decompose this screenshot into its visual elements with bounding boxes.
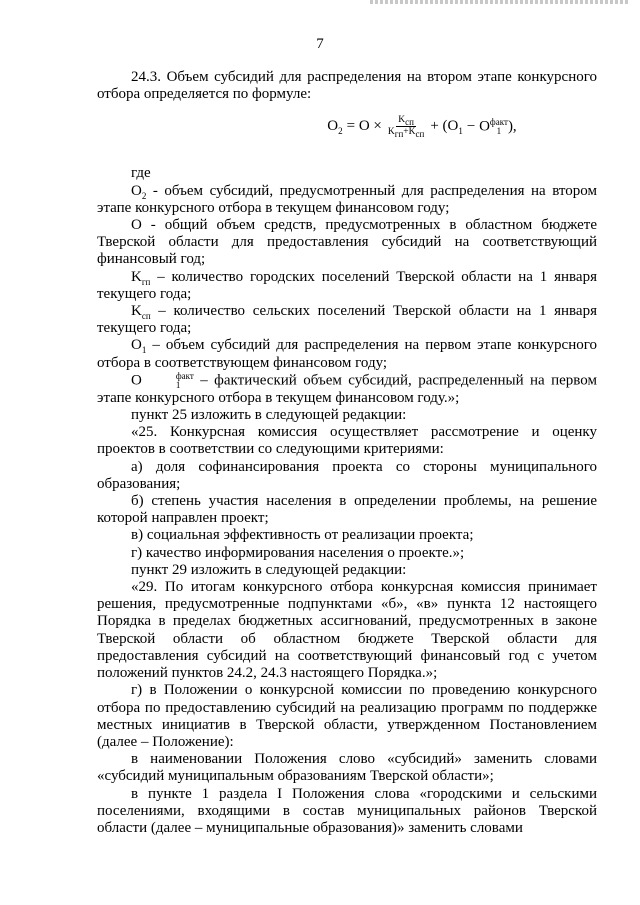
g-para: г) в Положении о конкурсной комиссии по проведению конкурсного отбора по предоставлению субсидий на реализацию программ по поддержке местных инициатив в Тверской области, утвержденном Постановлением (далее – Положение):	[97, 682, 597, 750]
def-fact-sym: O	[131, 372, 142, 389]
p1-para: в пункте 1 раздела I Положения слова «городскими и сельскими поселениями, входящими в состав муниципальных районов Тверской области (далее – муниципальные образования)» заменить словами	[97, 785, 597, 836]
formula-rest-c: ),	[507, 118, 517, 135]
paragraph-24-3: 24.3. Объем субсидий для распределения на втором этапе конкурсного отбора определяется по формуле:	[97, 69, 597, 103]
def-ksp-text: – количество сельских поселений Тверской области на 1 января текущего года;	[97, 303, 597, 337]
def-kgp-text: – количество городских поселений Тверской области на 1 января текущего года;	[97, 268, 597, 302]
where-label: где	[131, 165, 151, 182]
def-ksp	[97, 303, 597, 337]
formula-rest-a: + (O	[430, 118, 459, 135]
frac-den-plus: +K	[403, 127, 416, 138]
frac-den: K	[387, 127, 395, 138]
def-fact-sub: 1	[175, 379, 181, 390]
formula-lhs: O	[327, 118, 339, 135]
def-o2-text: - объем субсидий, предусмотренный для распределения на втором этапе конкурсного отбора в текущем финансовом году;	[97, 182, 597, 216]
formula	[97, 115, 597, 153]
def-o2-sub: 2	[141, 190, 147, 201]
formula-eq: = O ×	[346, 118, 382, 135]
frac-den-sub1: гп	[394, 129, 404, 140]
formula-rest-b: − O	[466, 118, 490, 135]
frac-den-sub2: сп	[415, 129, 425, 140]
p25-intro: пункт 25 изложить в следующей редакции:	[131, 407, 407, 424]
def-ksp-sym: K	[131, 303, 142, 320]
p29-intro: пункт 29 изложить в следующей редакции:	[131, 561, 407, 578]
def-ksp-sub: сп	[141, 311, 151, 322]
def-o1	[97, 337, 597, 371]
name-para: в наименовании Положения слово «субсидий» заменить словами «субсидий муниципальным образованиям Тверской области»;	[97, 751, 597, 785]
def-o: O - общий объем средств, предусмотренных в областном бюджете Тверской области для предоставления субсидий на соответствующий финансовый год;	[97, 217, 597, 268]
page-number: 7	[316, 36, 324, 52]
def-fact-sup: факт	[175, 370, 194, 381]
scan-artifact	[370, 0, 630, 4]
p25-g: г) качество информирования населения о проекте.»;	[131, 544, 465, 561]
formula-rest-sub2: 1	[496, 125, 502, 136]
formula-fraction	[386, 115, 426, 138]
p25: «25. Конкурсная комиссия осуществляет рассмотрение и оценку проектов в соответствии со следующими критериями:	[97, 424, 597, 458]
p25-v: в) социальная эффективность от реализации проекта;	[131, 527, 474, 544]
p29: «29. По итогам конкурсного отбора конкурсная комиссия принимает решения, предусмотренные подпунктами «б», «в» пункта 12 настоящего Порядка в пределах бюджетных ассигнований, предусмотренных в законе Тверской области об областном бюджете Тверской области для предоставления субсидий на соответствующий финансовый год с учетом положений пунктов 24.2, 24.3 настоящего Порядка.»;	[97, 579, 597, 682]
frac-num-sub: сп	[405, 117, 414, 128]
def-fact	[97, 372, 597, 407]
def-fact-text: – фактический объем субсидий, распределенный на первом этапе конкурсного отбора в текущем финансовом году.»;	[97, 372, 597, 406]
formula-rest-sub: 1	[458, 126, 463, 137]
p25-a: а) доля софинансирования проекта со стороны муниципального образования;	[97, 458, 597, 492]
p25-b: б) степень участия населения в определении проблемы, на решение которой направлен проект;	[97, 493, 597, 527]
frac-num: K	[398, 115, 406, 126]
def-o1-sub: 1	[141, 345, 147, 356]
formula-rest-sup: факт	[489, 116, 508, 127]
document-body	[97, 69, 597, 837]
def-o2-sym: O	[131, 182, 142, 199]
def-o1-sym: O	[131, 337, 142, 354]
def-o1-text: – объем субсидий для распределения на первом этапе конкурсного отбора в соответствующем финансовом году;	[97, 337, 597, 371]
def-kgp-sub: гп	[141, 276, 151, 287]
formula-lhs-sub: 2	[338, 126, 343, 137]
def-kgp	[97, 269, 597, 303]
def-kgp-sym: K	[131, 268, 142, 285]
def-o2	[97, 183, 597, 217]
